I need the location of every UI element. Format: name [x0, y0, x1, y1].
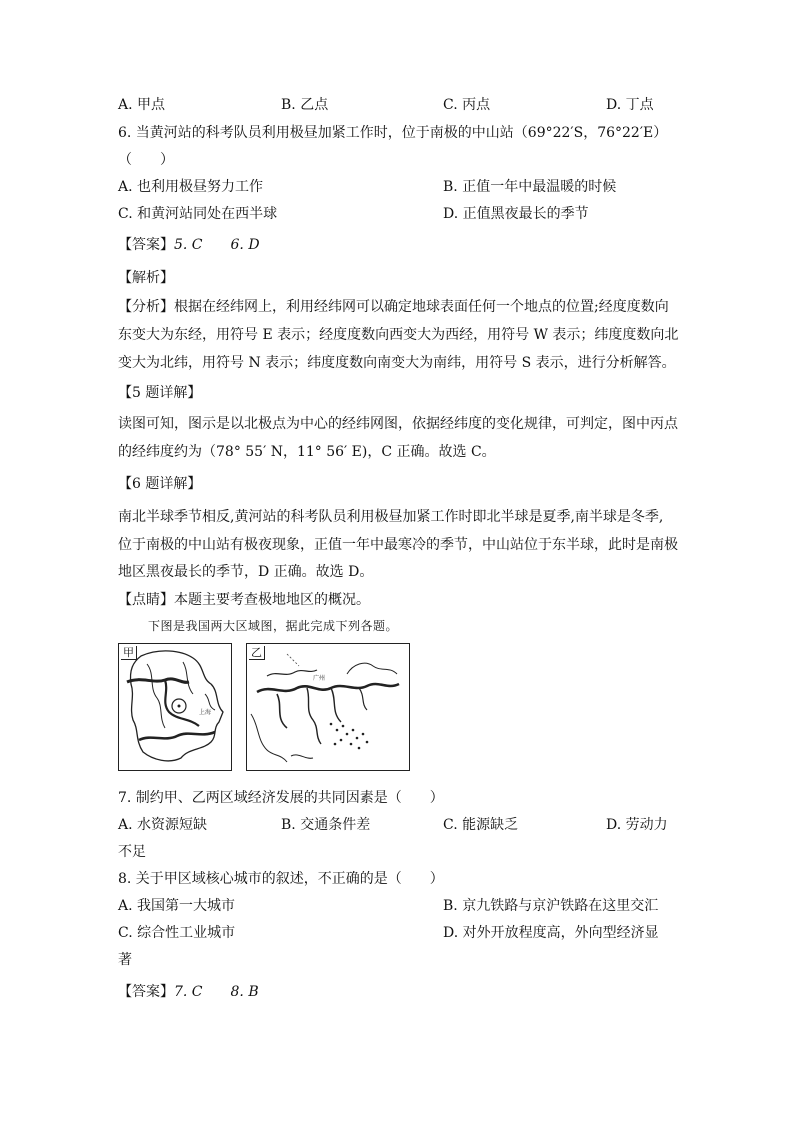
q7-option-c: C. 能源缺乏	[443, 817, 519, 833]
q5-option-c: C. 丙点	[443, 97, 491, 113]
q5-option-b: B. 乙点	[281, 97, 329, 113]
q8-option-a: A. 我国第一大城市	[118, 898, 236, 914]
fenxi-line-2: 东变大为东经，用符号 E 表示；经度度数向西变大为西经，用符号 W 表示；纬度度数向北	[118, 327, 679, 343]
q6-options-row2	[118, 204, 678, 224]
q8-option-b: B. 京九铁路与京沪铁路在这里交汇	[443, 898, 659, 914]
fenxi-line-3: 变大为北纬，用符号 N 表示；纬度度数向南变大为南纬，用符号 S 表示，进行分析解答。	[118, 355, 676, 371]
q6-option-a: A. 也利用极昼努力工作	[118, 179, 264, 195]
q8-option-c: C. 综合性工业城市	[118, 925, 236, 941]
answer-5-6	[118, 235, 260, 255]
map-jia-drawing	[119, 644, 231, 770]
map-yi-label: 乙	[249, 646, 265, 660]
q6-detail-line-3: 地区黑夜最长的季节，D 正确。故选 D。	[118, 564, 374, 580]
dianjing-text: 本题主要考查极地地区的概况。	[174, 592, 370, 608]
q7-option-a: A. 水资源短缺	[118, 817, 208, 833]
q6-detail-line-1: 南北半球季节相反,黄河站的科考队员利用极昼加紧工作时即北半球是夏季,南半球是冬季,	[118, 509, 664, 525]
map-yi-drawing	[247, 644, 409, 770]
answer2-tag: 【答案】	[118, 984, 174, 1000]
q5-detail-line-1: 读图可知，图示是以北极点为中心的经纬网图，依据经纬度的变化规律，可判定，图中丙点	[118, 416, 678, 432]
q6-bracket: （ ）	[118, 152, 174, 168]
q5-detail-tag: 【5 题详解】	[118, 385, 202, 401]
q7-option-d-wrap: 不足	[118, 844, 146, 860]
q7-options	[118, 815, 678, 835]
q8-options-row1	[118, 896, 678, 916]
q8-option-d-wrap: 著	[118, 952, 132, 968]
dianjing-tag: 【点睛】	[118, 592, 174, 608]
q8-stem: 8. 关于甲区域核心城市的叙述，不正确的是（ ）	[118, 871, 444, 887]
q7-option-b: B. 交通条件差	[281, 817, 371, 833]
analysis-tag: 【解析】	[118, 270, 174, 286]
q8-options-row2	[118, 923, 678, 943]
q6-detail-tag: 【6 题详解】	[118, 476, 202, 492]
q6-options-row1	[118, 177, 678, 197]
map-yi	[246, 643, 410, 771]
answer-7-8	[118, 982, 259, 1002]
q5-detail-line-2: 的经纬度约为（78° 55′ N，11° 56′ E)，C 正确。故选 C。	[118, 444, 496, 460]
q6-option-d: D. 正值黑夜最长的季节	[443, 206, 589, 222]
answer-value: 5. C 6. D	[174, 237, 260, 253]
q6-option-c: C. 和黄河站同处在西半球	[118, 206, 278, 222]
map-yi-city: 广州	[313, 675, 326, 682]
q7-option-d: D. 劳动力	[606, 817, 668, 833]
q6-detail-line-2: 位于南极的中山站有极夜现象，正值一年中最寒冷的季节，中山站位于东半球，此时是南极	[118, 537, 678, 553]
map-jia-label: 甲	[121, 646, 137, 660]
answer-tag: 【答案】	[118, 237, 174, 253]
q5-option-a: A. 甲点	[118, 97, 166, 113]
q5-options	[118, 95, 678, 115]
fenxi-line-1	[118, 297, 669, 317]
fenxi-text-1: 根据在经纬网上，利用经纬网可以确定地球表面任何一个地点的位置;经度度数向	[174, 299, 669, 315]
answer2-value: 7. C 8. B	[174, 984, 259, 1000]
map-jia	[118, 643, 232, 771]
q7-stem: 7. 制约甲、乙两区域经济发展的共同因素是（ ）	[118, 790, 444, 806]
q6-option-b: B. 正值一年中最温暖的时候	[443, 179, 617, 195]
fenxi-tag: 【分析】	[118, 299, 174, 315]
q6-stem: 6. 当黄河站的科考队员利用极昼加紧工作时，位于南极的中山站（69°22′S，76°22′E）	[118, 125, 668, 141]
q8-option-d: D. 对外开放程度高，外向型经济显	[443, 925, 659, 941]
q5-option-d: D. 丁点	[606, 97, 654, 113]
map-jia-city: 上海	[199, 709, 212, 716]
map-intro: 下图是我国两大区域图，据此完成下列各题。	[148, 619, 399, 633]
dianjing	[118, 590, 370, 610]
